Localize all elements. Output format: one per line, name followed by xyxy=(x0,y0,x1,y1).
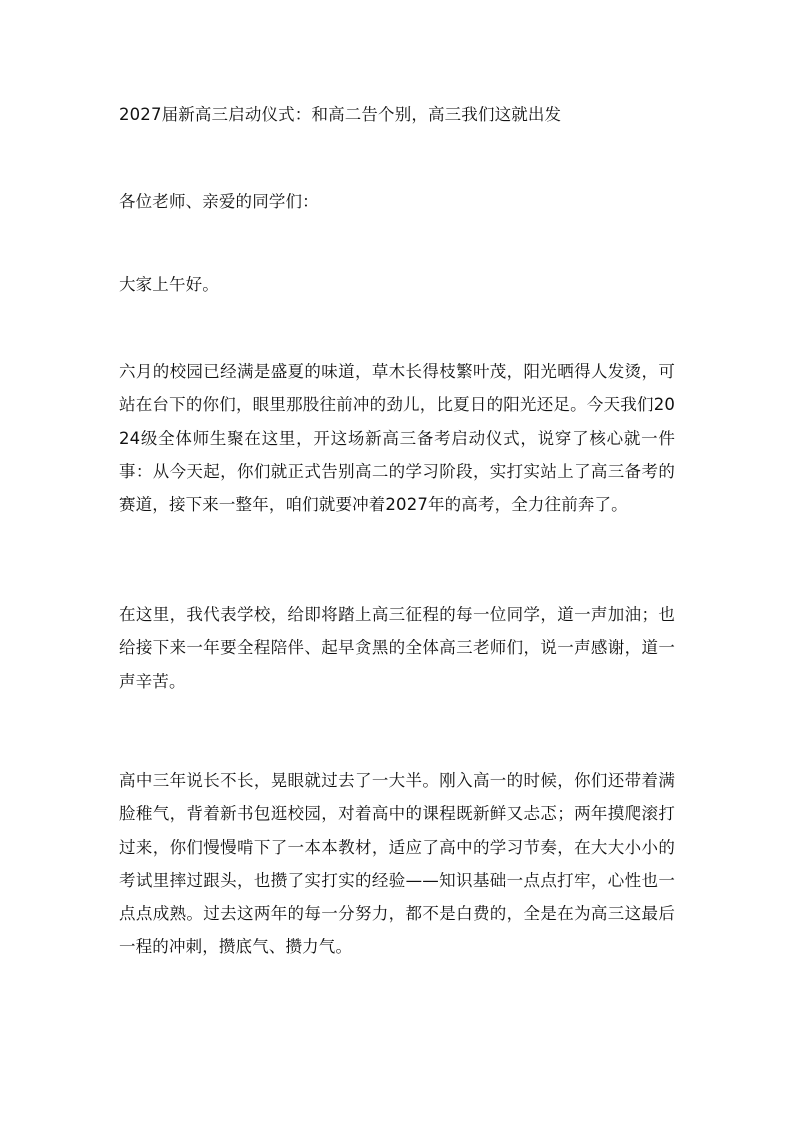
document-title: 2027届新高三启动仪式：和高二告个别，高三我们这就出发 xyxy=(119,105,562,124)
paragraph: 六月的校园已经满是盛夏的味道，草木长得枝繁叶茂，阳光晒得人发烫，可站在台下的你们，眼里那股往前冲的劲儿，比夏日的阳光还足。今天我们2024级全体师生聚在这里，开这场新高三备考启动仪式，说穿了核心就一件事：从今天起，你们就正式告别高二的学习阶段，实打实站上了高三备考的赛道，接下来一整年，咱们就要冲着2027年的高考，全力往前奔了。 xyxy=(119,362,675,515)
greeting: 大家上午好。 xyxy=(119,275,219,294)
salutation: 各位老师、亲爱的同学们： xyxy=(119,192,319,211)
paragraph: 在这里，我代表学校，给即将踏上高三征程的每一位同学，道一声加油；也给接下来一年要全程陪伴、起早贪黑的全体高三老师们，说一声感谢，道一声辛苦。 xyxy=(119,605,675,691)
paragraph: 高中三年说长不长，晃眼就过去了一大半。刚入高一的时候，你们还带着满脸稚气，背着新书包逛校园，对着高中的课程既新鲜又忐忑；两年摸爬滚打过来，你们慢慢啃下了一本本教材，适应了高中的学习节奏，在大大小小的考试里摔过跟头，也攒了实打实的经验——知识基础一点点打牢，心性也一点点成熟。过去这两年的每一分努力，都不是白费的，全是在为高三这最后一程的冲刺，攒底气、攒力气。 xyxy=(119,771,675,957)
